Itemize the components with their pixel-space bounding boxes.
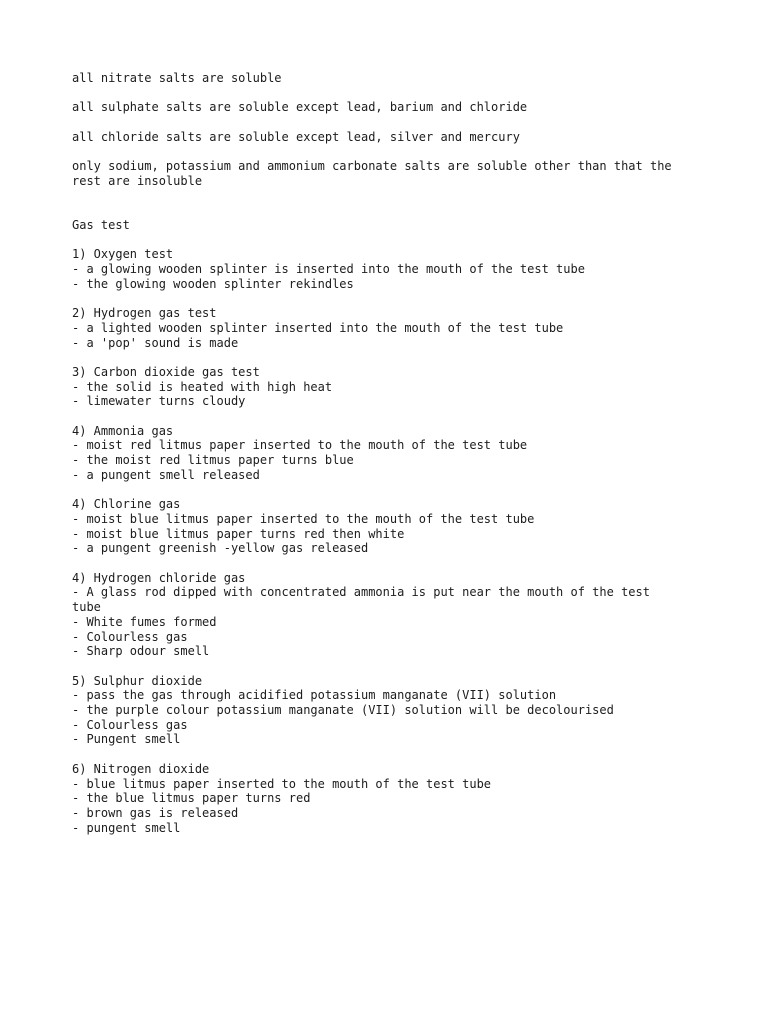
- gas-test-block: [72, 365, 712, 409]
- gas-test-block: [72, 247, 712, 291]
- gas-test-block: [72, 674, 712, 748]
- gas-test-step: - brown gas is released: [72, 805, 239, 820]
- gas-test-step: - Sharp odour smell: [72, 644, 210, 659]
- gas-test-heading-text: 4) Chlorine gas: [72, 497, 181, 512]
- gas-test-step: - White fumes formed: [72, 614, 217, 629]
- gas-test-step: - pass the gas through acidified potassium manganate (VII) solution: [72, 688, 557, 703]
- gas-test-heading-text: 3) Carbon dioxide gas test: [72, 364, 260, 379]
- gas-test-heading-text: 4) Hydrogen chloride gas: [72, 570, 246, 585]
- gas-test-step: - limewater turns cloudy: [72, 394, 246, 409]
- gas-test-heading: [72, 218, 712, 233]
- gas-test-step: - the glowing wooden splinter rekindles: [72, 276, 354, 291]
- gas-test-heading-text: 2) Hydrogen gas test: [72, 306, 217, 321]
- gas-test-block: [72, 424, 712, 483]
- gas-test-step: - blue litmus paper inserted to the mouth of the test tube: [72, 776, 492, 791]
- gas-test-step: - the purple colour potassium manganate (VII) solution will be decolourised: [72, 703, 614, 718]
- gas-test-step: - a pungent greenish -yellow gas released: [72, 541, 369, 556]
- solubility-rule: [72, 71, 712, 86]
- gas-test-step: tube: [72, 600, 101, 615]
- gas-test-step: - moist blue litmus paper turns red then white: [72, 526, 405, 541]
- carbonate-rule-line-2: rest are insoluble: [72, 173, 203, 188]
- gas-test-heading-text: 1) Oxygen test: [72, 247, 174, 262]
- gas-test-heading-text: 5) Sulphur dioxide: [72, 673, 203, 688]
- section-title-text: Gas test: [72, 217, 130, 232]
- rule-text: all sulphate salts are soluble except lead, barium and chloride: [72, 100, 528, 115]
- gas-test-step: - pungent smell: [72, 820, 181, 835]
- gas-test-step: - the blue litmus paper turns red: [72, 791, 311, 806]
- gas-test-step: - moist red litmus paper inserted to the mouth of the test tube: [72, 438, 528, 453]
- gas-test-step: - Colourless gas: [72, 717, 188, 732]
- document-page: [72, 71, 712, 850]
- gas-test-step: - a 'pop' sound is made: [72, 335, 239, 350]
- rule-text: all chloride salts are soluble except lead, silver and mercury: [72, 129, 520, 144]
- gas-test-step: - moist blue litmus paper inserted to the mouth of the test tube: [72, 511, 535, 526]
- gas-test-heading-text: 6) Nitrogen dioxide: [72, 761, 210, 776]
- gas-test-block: [72, 497, 712, 556]
- gas-test-step: - a lighted wooden splinter inserted into the mouth of the test tube: [72, 320, 564, 335]
- gas-test-step: - a pungent smell released: [72, 467, 260, 482]
- gas-test-step: - A glass rod dipped with concentrated ammonia is put near the mouth of the test: [72, 585, 650, 600]
- gas-test-block: [72, 571, 712, 659]
- carbonate-rule-line-1: only sodium, potassium and ammonium carbonate salts are soluble other than that the: [72, 159, 672, 174]
- gas-test-heading-text: 4) Ammonia gas: [72, 423, 174, 438]
- gas-test-block: [72, 306, 712, 350]
- gas-test-step: - a glowing wooden splinter is inserted into the mouth of the test tube: [72, 262, 585, 277]
- gas-test-step: - Colourless gas: [72, 629, 188, 644]
- spacer: [72, 203, 712, 218]
- carbonate-rule: [72, 159, 712, 188]
- rule-text: all nitrate salts are soluble: [72, 71, 282, 85]
- gas-tests-list: [72, 247, 712, 835]
- solubility-rule: [72, 100, 712, 115]
- gas-test-step: - the moist red litmus paper turns blue: [72, 453, 354, 468]
- gas-test-step: - Pungent smell: [72, 732, 181, 747]
- gas-test-step: - the solid is heated with high heat: [72, 379, 333, 394]
- gas-test-block: [72, 762, 712, 836]
- solubility-rule: [72, 130, 712, 145]
